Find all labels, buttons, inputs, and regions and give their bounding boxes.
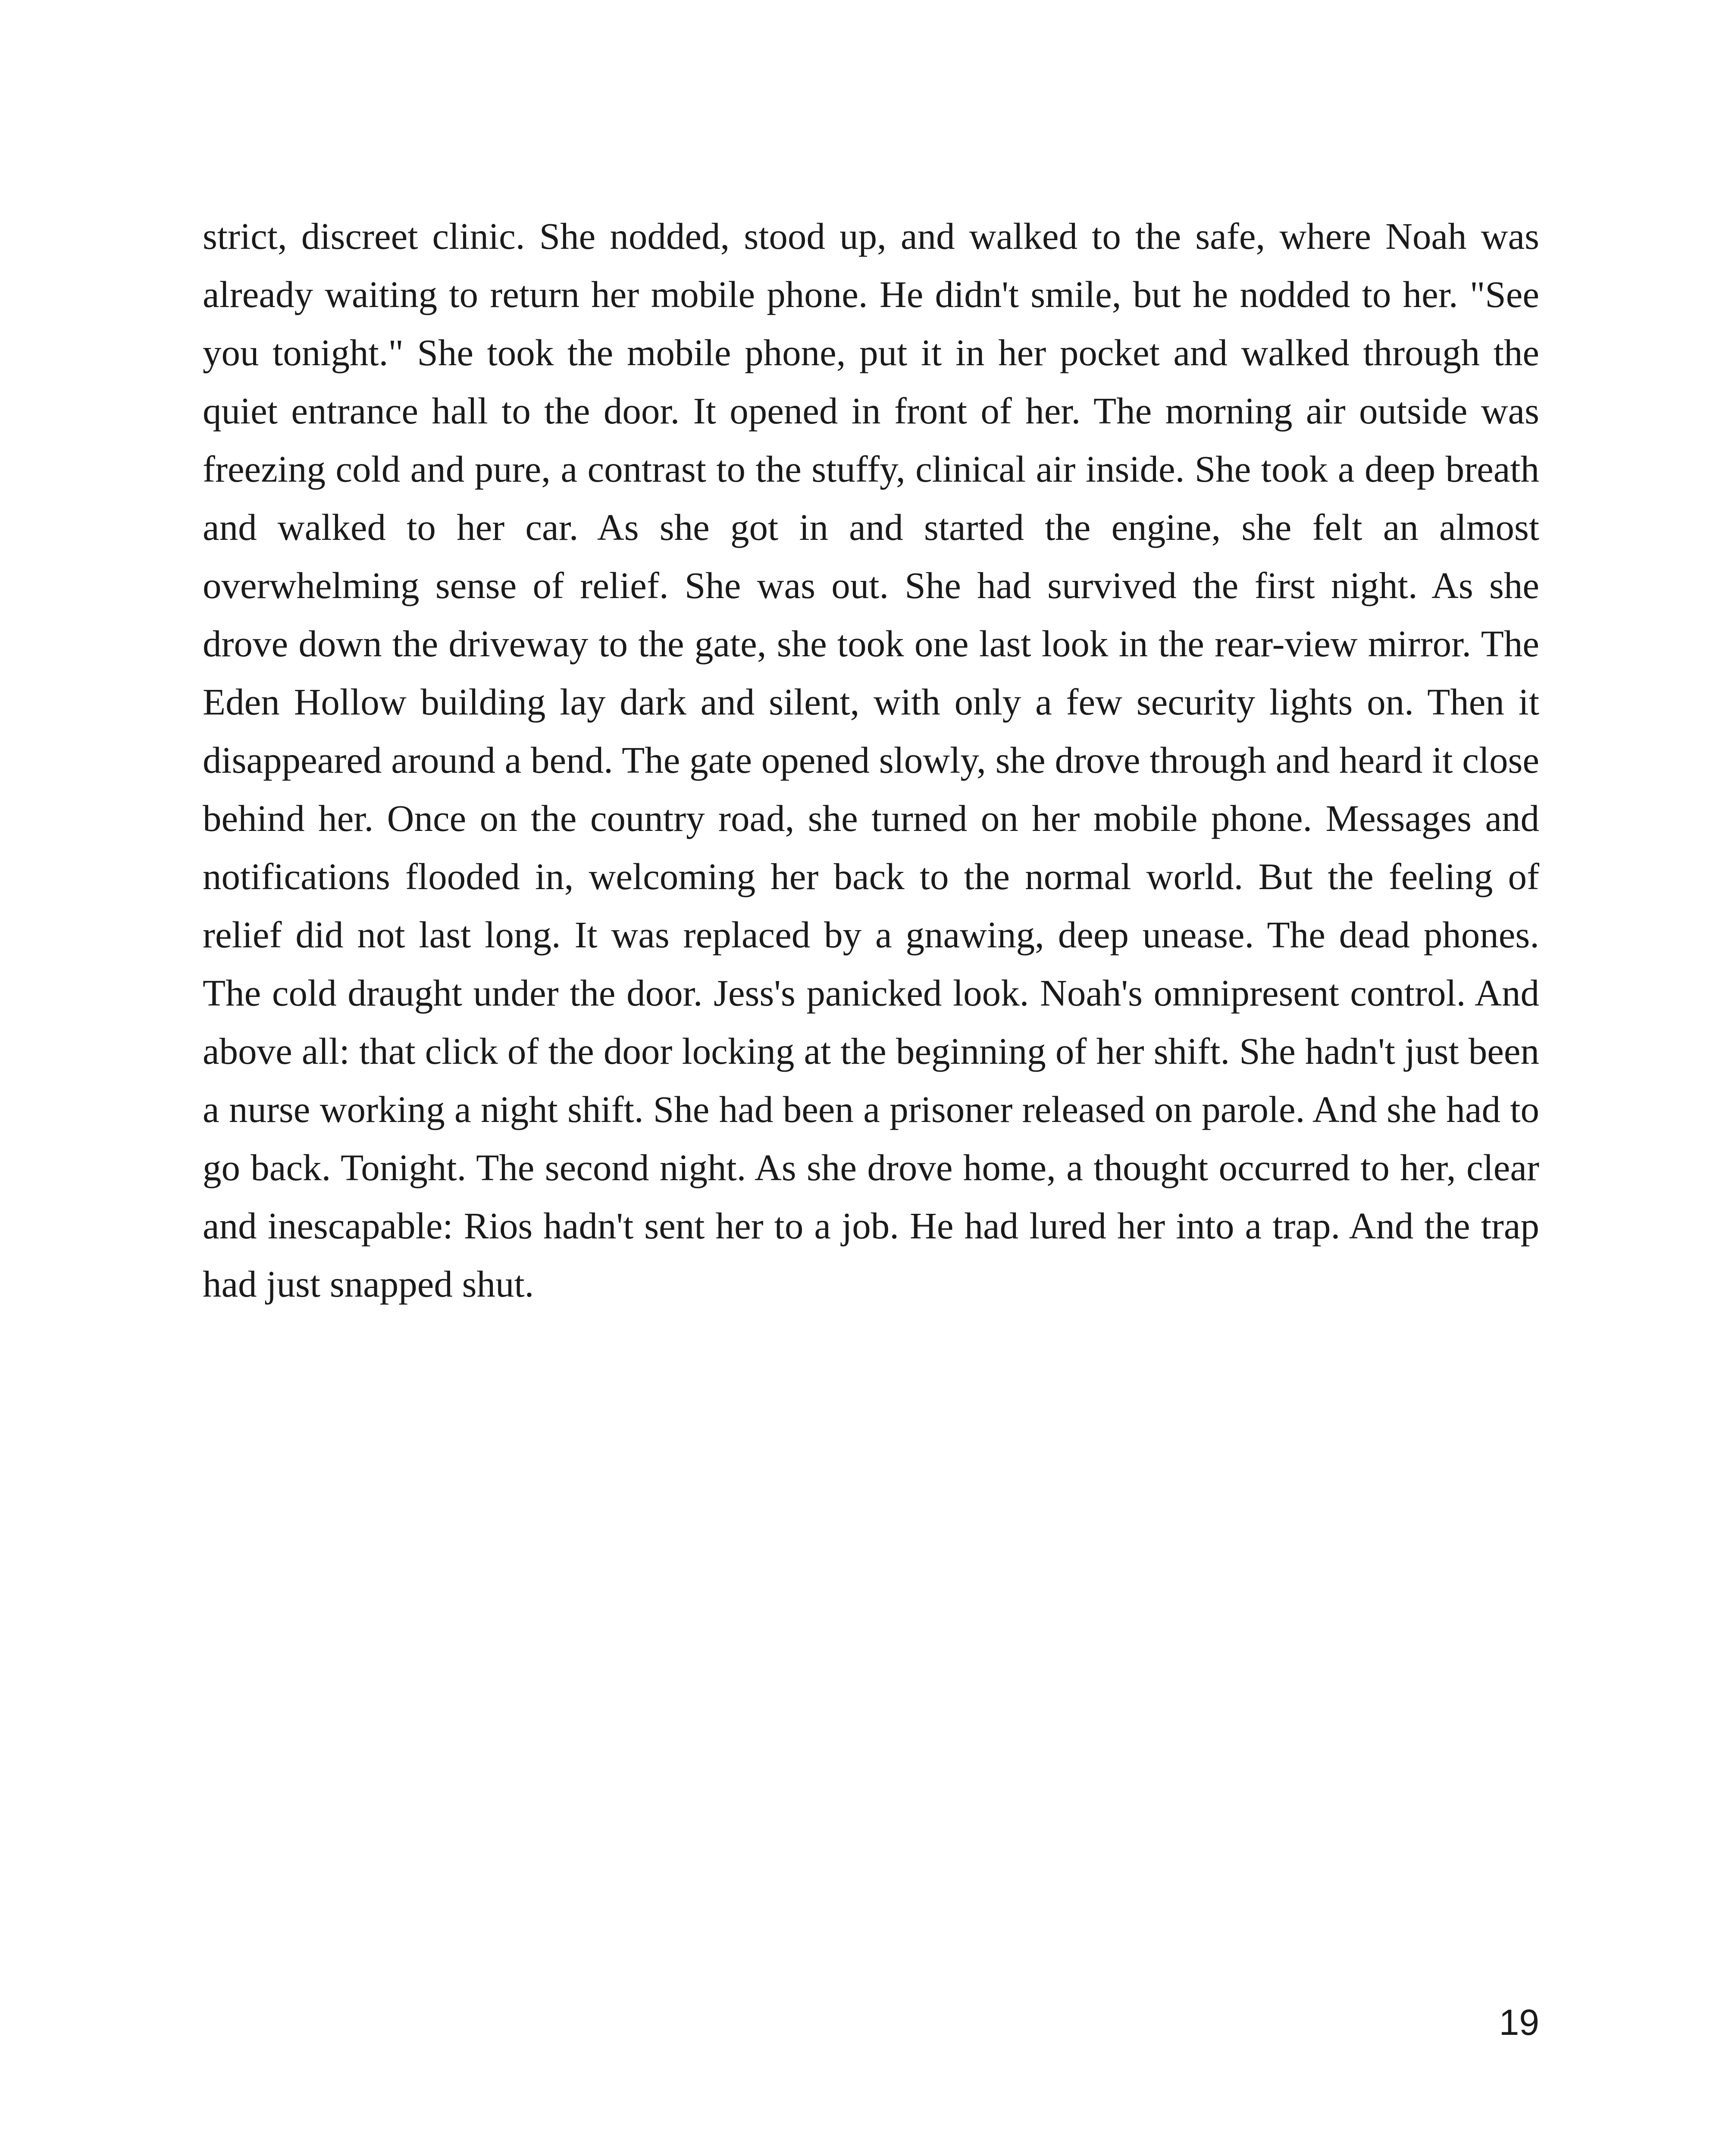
body-paragraph: strict, discreet clinic. She nodded, stood up, and walked to the safe, where Noah was already waiting to return her mobile phone. He didn't smile, but he nodded to her. "See you tonight." She took the mobile phone, put it in her pocket and walked through the quiet entrance hall to the door. It opened in front of her. The morning air outside was freezing cold and pure, a contrast to the stuffy, clinical air inside. She took a deep breath and walked to her car. As she got in and started the engine, she felt an almost overwhelming sense of relief. She was out. She had survived the first night. As she drove down the driveway to the gate, she took one last look in the rear-view mirror. The Eden Hollow building lay dark and silent, with only a few security lights on. Then it disappeared around a bend. The gate opened slowly, she drove through and heard it close behind her. Once on the country road, she turned on her mobile phone. Messages and notifications flooded in, welcoming her back to the normal world. But the feeling of relief did not last long. It was replaced by a gnawing, deep unease. The dead phones. The cold draught under the door. Jess's panicked look. Noah's omnipresent control. And above all: that click of the door locking at the beginning of her shift. She hadn't just been a nurse working a night shift. She had been a prisoner released on parole. And she had to go back. Tonight. The second night. As she drove home, a thought occurred to her, clear and inescapable: Rios hadn't sent her to a job. He had lured her into a trap. And the trap had just snapped shut. bbox=[203, 215, 1539, 1305]
page-number: 19 bbox=[1499, 2002, 1539, 2043]
